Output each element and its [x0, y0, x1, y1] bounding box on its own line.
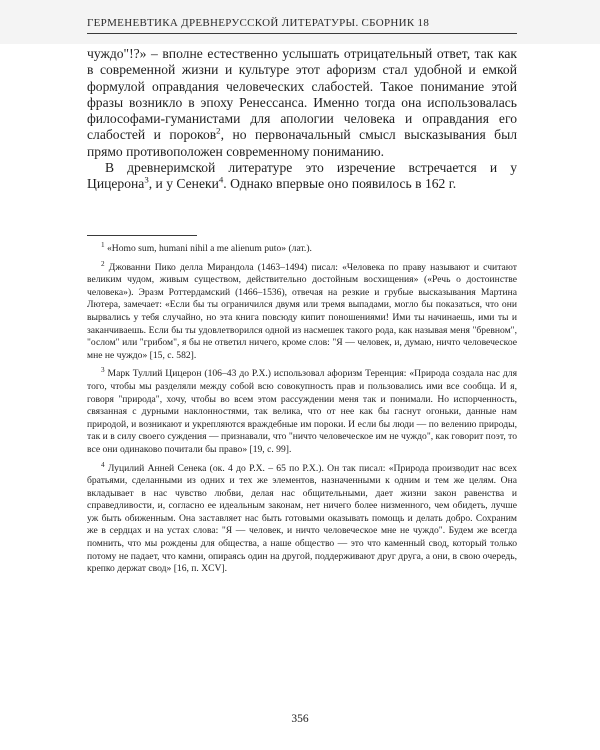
paragraph-text: . Однако впервые оно появилось в 162 г.	[223, 176, 457, 192]
running-head: ГЕРМЕНЕВТИКА ДРЕВНЕРУССКОЙ ЛИТЕРАТУРЫ. СБОРНИК 18	[87, 17, 430, 29]
footnote-number: 4	[101, 460, 105, 469]
footnote-text: Марк Туллий Цицерон (106–43 до Р.Х.) использовал афоризм Теренция: «Природа создала нас для того, чтобы мы разделяли между собой всю совокупность прав и пользовались ими все сообща. И я, говоря "природа", хочу, чтобы во всем этом рассуждении меня так и понимали. Но испорченность, связанная с дурными наклонностями, так велика, что от нее как бы гаснут огоньки, данные нам природой, и возникают и укрепляются враждебные им пороки. И если бы люди — по велению природы, так и в силу своего суждения — признавали, что "ничто человеческое им не чуждо", как говорит поэт, то все они одинаково почитали бы право» [19, с. 99].	[87, 368, 517, 455]
paragraph-text: , и у Сенеки	[148, 176, 219, 192]
footnote	[87, 240, 517, 256]
paragraph-text: чуждо"!?» – вполне естественно услышать отрицательный ответ, так как в современной жизни и культуре этот афоризм стал удобной и емкой формулой оправдания человеческих слабостей. Такое понимание этой фразы возникло в эпоху Ренессанса. Именно тогда она использовалась философами-гуманистами для апологии человека и оправдания его слабостей и пороков	[87, 46, 517, 143]
footnote-ref: 3	[144, 174, 149, 185]
paragraph-text: , но первоначальный смысл высказывания был прямо противоположен современному пониманию.	[87, 127, 517, 159]
footnote-text: «Homo sum, humani nihil a me alienum puto» (лат.).	[107, 243, 312, 254]
footnote-number: 1	[101, 240, 105, 249]
footnote-number: 2	[101, 259, 105, 268]
footnote-ref: 2	[216, 125, 221, 136]
footnote-ref: 4	[218, 174, 224, 185]
page-number: 356	[291, 713, 309, 725]
main-text	[87, 46, 517, 193]
header-rule	[87, 33, 517, 34]
footnote	[87, 460, 517, 576]
footnote-number: 3	[101, 366, 105, 375]
footnote-text: Джованни Пико делла Мирандола (1463–1494) писал: «Человека по праву называют и считают великим чудом, живым существом, действительно достойным восхищения» («Речь о достоинстве человека»). Эразм Роттердамский (1466–1536), отвечая на резкие и грубые высказывания Мартина Лютера, замечает: «Если бы ты ограничился двумя или тремя выпадами, могло бы показаться, что они вырвались у тебя случайно, но эта книга повсюду кипит поношениями! Ими ты начинаешь, ими ты и заканчиваешь. Если бы ты удовлетворился одной из насмешек такого рода, как называя меня "бревном", "ослом" или "грибом", я бы не ответил ничего, кроме слов: "Я — человек, и, думаю, ничто человеческое мне не чуждо» [15, с. 582].	[87, 261, 517, 361]
footnote	[87, 368, 517, 456]
footnote	[87, 259, 517, 363]
footnote-text: Луцилий Анней Сенека (ок. 4 до Р.Х. – 65 по Р.Х.). Он так писал: «Природа производит нас всех братьями, сделанными из одних и тех же элементов, назначенными к одним и тем же целям. Она вкладывает в нас чувство любви, делая нас общительными, дает жизни закон равенства и справедливости, и, согласно ее идеальным законам, нет ничего более низменного, чем обидеть, лучше уж быть обиженным. Она заставляет нас быть готовыми оказывать помощь и делать добро. Сохраним же в сердцах и на устах слова: "Я — человек, и ничто человеческое мне не чуждо". Будем же всегда помнить, что мы рождены для общества, а наше общество — это что каменный свод, который только потому не падает, что камни, опираясь один на другой, поддерживают друг друга, а они, в свою очередь, крепко держат свод» [16, п. XCV].	[87, 462, 517, 575]
footnote-rule	[87, 235, 197, 236]
paragraph	[87, 46, 517, 160]
paragraph-text: В древнеримской литературе это изречение встречается и у Цицерона	[87, 160, 517, 192]
footnotes	[87, 235, 517, 582]
paragraph	[87, 160, 517, 193]
